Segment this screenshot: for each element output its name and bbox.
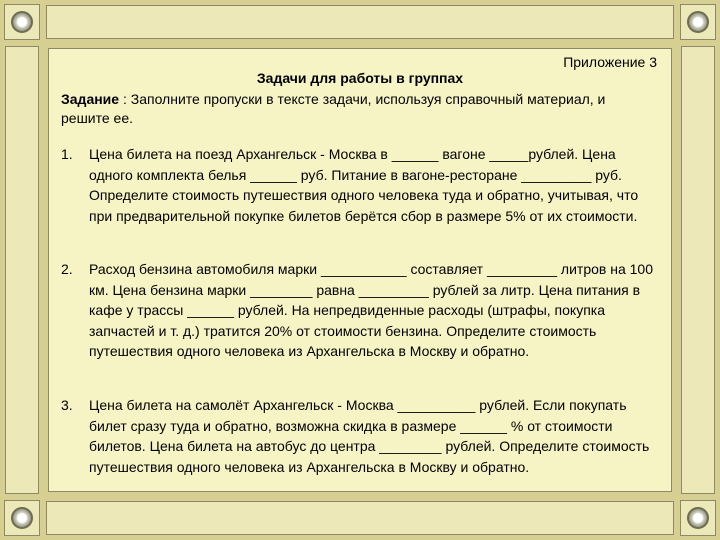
frame-left-bar (5, 46, 39, 494)
corner-ornament-icon (680, 4, 716, 40)
task-label: Задание (61, 91, 120, 107)
frame-top-bar (46, 5, 674, 39)
task-text: : Заполните пропуски в тексте задачи, используя справочный материал, и решите ее. (61, 91, 606, 126)
appendix-label: Приложение 3 (563, 54, 657, 70)
list-item-number: 3. (61, 397, 73, 413)
task-instructions (61, 90, 651, 128)
corner-ornament-icon (4, 500, 40, 536)
list-item-text: Цена билета на самолёт Архангельск - Москва __________ рублей. Если покупать билет сразу туда и обратно, возможна скидка в размере ______ % от стоимости билетов. Цена билета на автобус до центра ________ рублей. Определите стоимость путешествия одного человека из Архангельска в Москву и обратно. (89, 397, 650, 475)
page-title: Задачи для работы в группах (256, 70, 464, 86)
corner-ornament-icon (680, 500, 716, 536)
corner-ornament-icon (4, 4, 40, 40)
frame-bottom-bar (46, 501, 674, 535)
list-item-text: Расход бензина автомобиля марки ___________ составляет _________ литров на 100 км. Цена бензина марки ________ равна _________ рублей за литр. Цена питания в кафе у трассы ______ рублей. На непредвиденные расходы (штрафы, покупка запчастей и т. д.) тратится 20% от стоимости бензина. Определите стоимость путешествия одного человека из Архангельска в Москву и обратно. (89, 261, 653, 359)
list-item-number: 1. (61, 146, 73, 162)
frame-right-bar (681, 46, 715, 494)
document-panel (48, 48, 672, 492)
list-item-number: 2. (61, 261, 73, 277)
list-item-text: Цена билета на поезд Архангельск - Москва в ______ вагоне _____рублей. Цена одного комплекта белья ______ руб. Питание в вагоне-ресторане _________ руб. Определите стоимость путешествия одного человека туда и обратно, учитывая, что при предварительной покупке билетов берётся сбор в размере 5% от их стоимости. (89, 146, 639, 224)
